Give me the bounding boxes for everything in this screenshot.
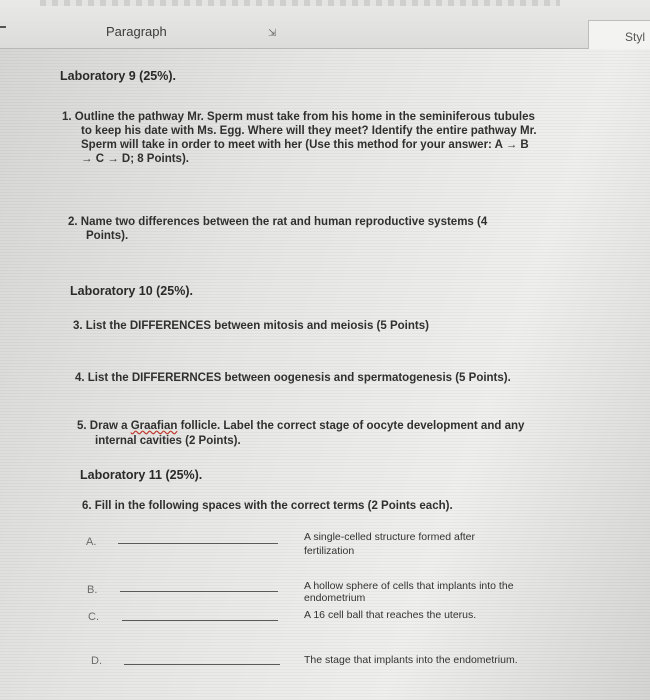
fill-in-c-letter: C.: [88, 611, 99, 623]
fill-in-d-letter: D.: [91, 655, 102, 667]
question-5-suffix: follicle. Label the correct stage of oocyte development and any: [177, 420, 525, 432]
styles-gallery[interactable]: [588, 20, 650, 49]
fill-in-b-blank[interactable]: [120, 591, 278, 592]
fill-in-c-blank[interactable]: [122, 620, 278, 621]
fill-in-a-blank[interactable]: [118, 543, 278, 544]
fill-in-a-definition-line-1: A single-celled structure formed after: [304, 531, 475, 543]
question-5-line-1: [77, 419, 524, 433]
paragraph-group-label: Paragraph: [106, 24, 167, 39]
fill-in-b-letter: B.: [87, 584, 98, 596]
question-4: 4. List the DIFFERERNCES between oogenesis and spermatogenesis (5 Points).: [75, 372, 511, 384]
question-2-line-1: 2. Name two differences between the rat and human reproductive systems (4: [68, 216, 488, 228]
question-2-line-2: Points).: [86, 230, 129, 242]
question-1-line-3: Sperm will take in order to meet with her (Use this method for your answer: A → B: [81, 139, 529, 151]
question-6: 6. Fill in the following spaces with the correct terms (2 Points each).: [82, 500, 453, 512]
lab10-heading: Laboratory 10 (25%).: [70, 284, 193, 298]
fill-in-b-definition-line-2: endometrium: [304, 592, 366, 604]
lab9-heading: Laboratory 9 (25%).: [60, 69, 177, 83]
fill-in-c-definition-line-1: A 16 cell ball that reaches the uterus.: [304, 609, 477, 621]
question-5-prefix: 5. Draw a: [77, 420, 131, 432]
question-1-line-1: 1. Outline the pathway Mr. Sperm must take from his home in the seminiferous tubules: [62, 111, 535, 123]
fill-in-d-blank[interactable]: [124, 664, 280, 665]
question-1-line-2: to keep his date with Ms. Egg. Where will they meet? Identify the entire pathway Mr.: [81, 125, 537, 137]
question-5-line-2: internal cavities (2 Points).: [95, 435, 241, 447]
styles-group-label: Styl: [625, 30, 646, 44]
ribbon-left-marker: [0, 26, 6, 28]
question-1-line-4: → C → D; 8 Points).: [81, 153, 189, 165]
fill-in-b-definition-line-1: A hollow sphere of cells that implants into the: [304, 580, 514, 592]
paragraph-dialog-launcher-icon[interactable]: ⇲: [268, 28, 277, 39]
fill-in-a-letter: A.: [86, 536, 97, 548]
fill-in-d-definition-line-1: The stage that implants into the endometrium.: [304, 654, 518, 666]
document-page: [0, 49, 650, 700]
word-ribbon: [0, 0, 650, 49]
ribbon-top-strip: [40, 0, 560, 6]
lab11-heading: Laboratory 11 (25%).: [80, 468, 203, 482]
question-5-term-graafian: Graafian: [130, 420, 178, 432]
question-3: 3. List the DIFFERENCES between mitosis and meiosis (5 Points): [73, 320, 429, 332]
fill-in-a-definition-line-2: fertilization: [304, 545, 355, 557]
